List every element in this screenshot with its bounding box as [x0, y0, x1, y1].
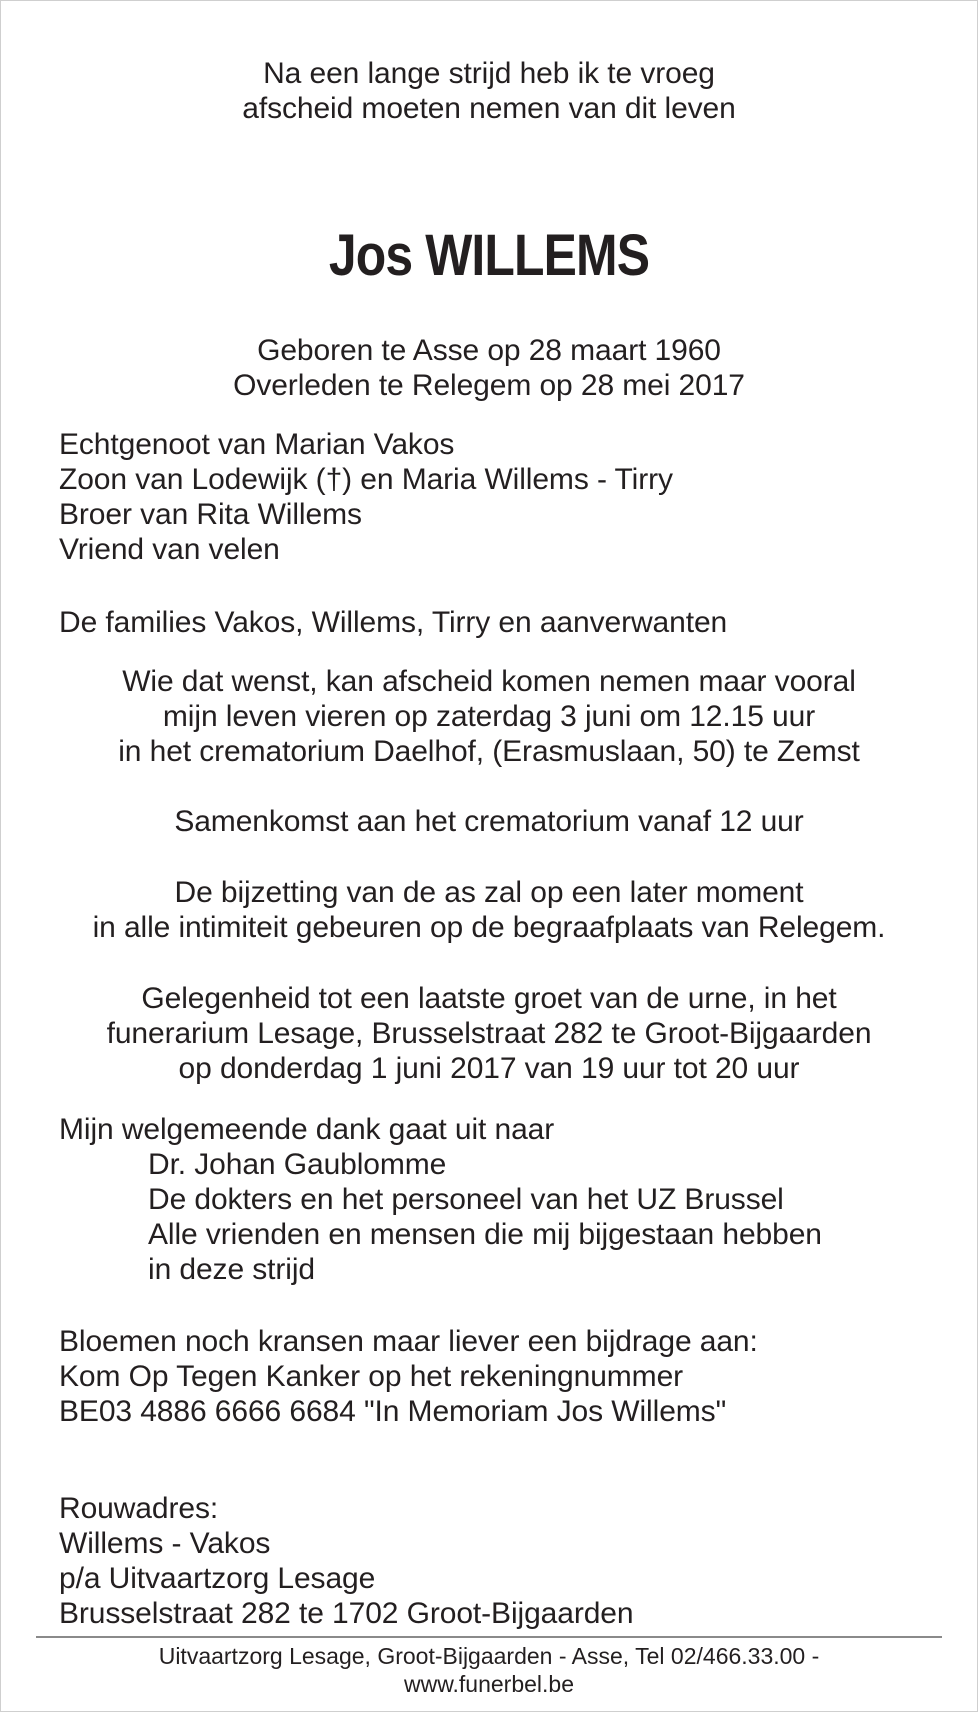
ceremony-line: Wie dat wenst, kan afscheid komen nemen maar vooral — [122, 665, 856, 698]
thanks-item: Alle vrienden en mensen die mij bijgestaan hebben — [148, 1218, 822, 1251]
donation-line: Kom Op Tegen Kanker op het rekeningnummer — [59, 1360, 684, 1393]
thanks-item: De dokters en het personeel van het UZ Brussel — [148, 1183, 784, 1216]
intro-line: afscheid moeten nemen van dit leven — [242, 92, 736, 125]
relation-item: Zoon van Lodewijk (†) en Maria Willems - Tirry — [59, 463, 673, 496]
donation-line: BE03 4886 6666 6684 "In Memoriam Jos Willems" — [59, 1395, 727, 1428]
birth-line: Geboren te Asse op 28 maart 1960 — [257, 334, 721, 367]
footer-contact: Uitvaartzorg Lesage, Groot-Bijgaarden - Asse, Tel 02/466.33.00 - — [158, 1643, 820, 1669]
footer-divider — [36, 1636, 942, 1638]
farewell-line: Gelegenheid tot een laatste groet van de urne, in het — [141, 982, 837, 1015]
address-line: p/a Uitvaartzorg Lesage — [59, 1562, 376, 1595]
farewell-text — [31, 981, 947, 1086]
thanks-item: in deze strijd — [148, 1253, 316, 1286]
relations-list — [59, 427, 947, 567]
donation-text — [59, 1324, 947, 1429]
address-line: Willems - Vakos — [59, 1527, 271, 1560]
death-line: Overleden te Relegem op 28 mei 2017 — [233, 369, 745, 402]
ceremony-line: mijn leven vieren op zaterdag 3 juni om 12.15 uur — [162, 700, 816, 733]
thanks-item: Dr. Johan Gaublomme — [148, 1148, 447, 1181]
ceremony-line: in het crematorium Daelhof, (Erasmuslaan, 50) te Zemst — [118, 735, 860, 768]
footer-website: www.funerbel.be — [403, 1671, 575, 1697]
burial-line: in alle intimiteit gebeuren op de begraafplaats van Relegem. — [92, 911, 886, 944]
relation-item: Broer van Rita Willems — [59, 498, 362, 531]
life-dates — [31, 333, 947, 403]
thanks-heading: Mijn welgemeende dank gaat uit naar — [59, 1113, 555, 1146]
donation-line: Bloemen noch kransen maar liever een bijdrage aan: — [59, 1325, 758, 1358]
farewell-line: funerarium Lesage, Brusselstraat 282 te Groot-Bijgaarden — [106, 1017, 872, 1050]
thanks-list — [148, 1147, 947, 1287]
address-line: Rouwadres: — [59, 1492, 219, 1525]
mourning-address — [59, 1491, 947, 1631]
gathering-line: Samenkomst aan het crematorium vanaf 12 uur — [174, 805, 804, 838]
intro-line: Na een lange strijd heb ik te vroeg — [263, 57, 715, 90]
relation-item: Vriend van velen — [59, 533, 280, 566]
ceremony-text — [31, 664, 947, 769]
deceased-name: Jos WILLEMS — [328, 223, 650, 288]
burial-text — [31, 875, 947, 945]
burial-line: De bijzetting van de as zal op een later moment — [174, 876, 804, 909]
farewell-line: op donderdag 1 juni 2017 van 19 uur tot 20 uur — [178, 1052, 800, 1085]
address-line: Brusselstraat 282 te 1702 Groot-Bijgaarden — [59, 1597, 634, 1630]
relation-item: Echtgenoot van Marian Vakos — [59, 428, 455, 461]
families-line: De families Vakos, Willems, Tirry en aanverwanten — [59, 606, 728, 639]
intro-text — [31, 56, 947, 126]
footer — [31, 1642, 947, 1698]
